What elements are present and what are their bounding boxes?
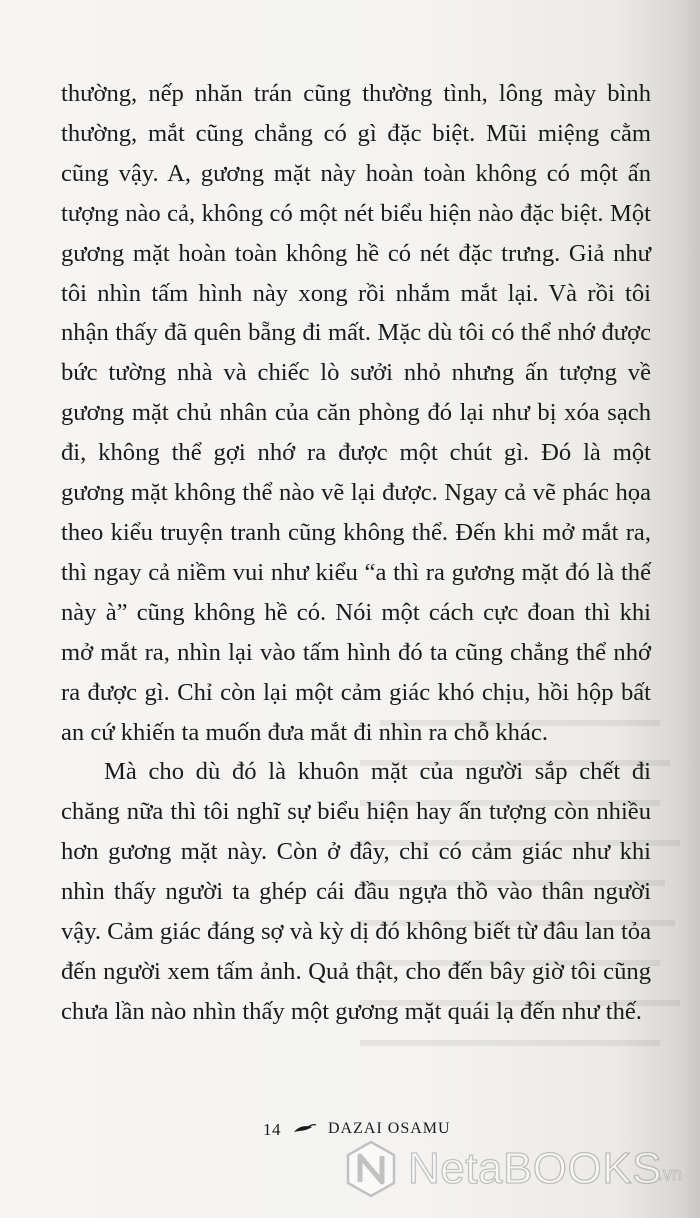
watermark-domain-suffix: .vn [658, 1164, 683, 1184]
author-name: DAZAI OSAMU [328, 1120, 451, 1137]
paragraph-1: thường, nếp nhăn trán cũng thường tình, lông mày bình thường, mắt cũng chẳng có gì đặc biệt. Mũi miệng cằm cũng vậy. A, gương mặt này hoàn toàn không có một ấn tượng nào cả, không có một nét biểu hiện nào đặc biệt. Một gương mặt hoàn toàn không hề có nét đặc trưng. Giả như tôi nhìn tấm hình này xong rồi nhắm mắt lại. Và rồi tôi nhận thấy đã quên bẵng đi mất. Mặc dù tôi có thể nhớ được bức tường nhà và chiếc lò sưởi nhỏ nhưng ấn tượng về gương mặt chủ nhân của căn phòng đó lại như bị xóa sạch đi, không thể gợi nhớ ra được một chút gì. Đó là một gương mặt không thể nào vẽ lại được. Ngay cả vẽ phác họa theo kiểu truyện tranh cũng không thể. Đến khi mở mắt ra, thì ngay cả niềm vui như kiểu “a thì ra gương mặt đó là thế này à” cũng không hề có. Nói một cách cực đoan thì khi mở mắt ra, nhìn lại vào tấm hình đó ta cũng chẳng thể nhớ ra được gì. Chỉ còn lại một cảm giác khó chịu, hồi hộp bất an cứ khiến ta muốn đưa mắt đi nhìn ra chỗ khác. [61, 80, 651, 746]
watermark-text: NetaBOOKS [408, 1144, 662, 1193]
netabooks-logo-icon [340, 1138, 402, 1200]
page-body-text [61, 74, 651, 1032]
paragraph-2: Mà cho dù đó là khuôn mặt của người sắp chết đi chăng nữa thì tôi nghĩ sự biểu hiện hay ấn tượng còn nhiều hơn gương mặt này. Còn ở đây, chỉ có cảm giác như khi nhìn thấy người ta ghép cái đầu ngựa thồ vào thân người vậy. Cảm giác đáng sợ và kỳ dị đó không biết từ đâu lan tỏa đến người xem tấm ảnh. Quả thật, cho đến bây giờ tôi cũng chưa lần nào nhìn thấy một gương mặt quái lạ đến như thế. [61, 758, 651, 1025]
leaf-ornament-icon [293, 1122, 317, 1136]
page-number: 14 [263, 1120, 281, 1139]
netabooks-watermark [340, 1128, 690, 1218]
